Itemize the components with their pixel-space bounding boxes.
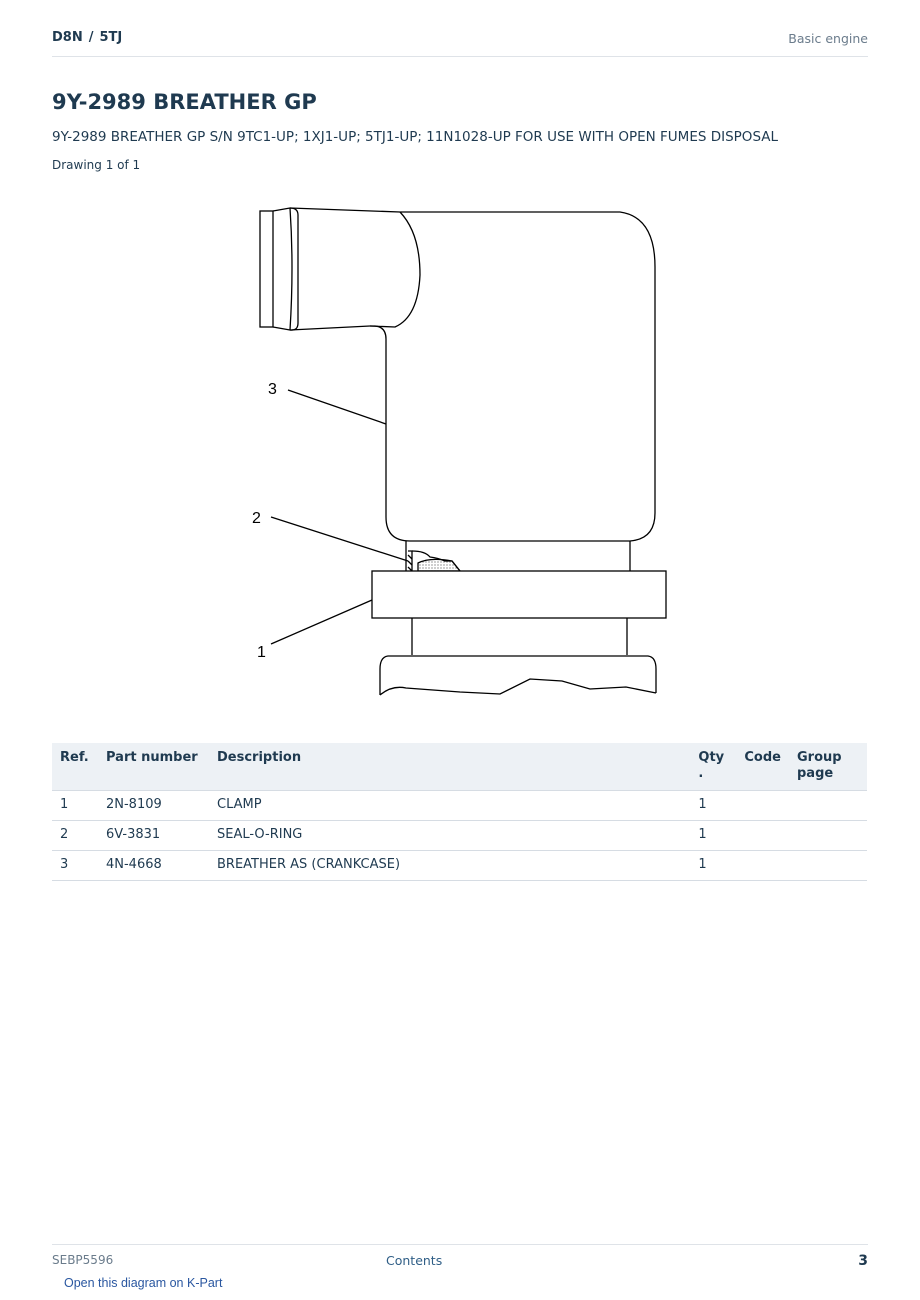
- parts-diagram: [230, 195, 690, 705]
- breather-body: [370, 212, 655, 541]
- callout-3: 3: [268, 381, 277, 398]
- leader-line-1: [271, 600, 372, 644]
- document-id: SEBP5596: [52, 1253, 114, 1267]
- breadcrumb-separator: /: [88, 30, 94, 45]
- open-on-kpart-link[interactable]: Open this diagram on K-Part: [64, 1276, 223, 1290]
- cell-part-number: 2N-8109: [98, 791, 209, 821]
- col-group-page: Group page: [789, 743, 867, 791]
- table-row: [52, 851, 867, 881]
- cell-ref: 2: [52, 821, 98, 851]
- page-footer: [52, 1244, 868, 1275]
- page-subtitle: 9Y-2989 BREATHER GP S/N 9TC1-UP; 1XJ1-UP; 5TJ1-UP; 11N1028-UP FOR USE WITH OPEN FUMES DISPOSAL: [52, 129, 779, 145]
- cell-qty: 1: [690, 851, 736, 881]
- table-row: [52, 821, 867, 851]
- cell-part-number: 4N-4668: [98, 851, 209, 881]
- leader-line-2: [271, 517, 408, 561]
- elbow-outlet: [260, 208, 400, 330]
- table-row: [52, 791, 867, 821]
- cell-group-page: [789, 851, 867, 881]
- breadcrumb-model: D8N: [52, 30, 83, 45]
- cell-code: [736, 791, 789, 821]
- page-header: [52, 28, 868, 57]
- cell-ref: 3: [52, 851, 98, 881]
- callout-1: 1: [257, 644, 266, 661]
- breather-neck: [406, 541, 630, 571]
- page-number: 3: [858, 1253, 868, 1269]
- callout-2: 2: [252, 510, 261, 527]
- parts-table: [52, 743, 867, 881]
- cell-description: CLAMP: [209, 791, 690, 821]
- col-code: Code: [736, 743, 789, 791]
- cell-description: SEAL-O-RING: [209, 821, 690, 851]
- cell-description: BREATHER AS (CRANKCASE): [209, 851, 690, 881]
- o-ring-seal: [418, 559, 460, 571]
- drawing-count: Drawing 1 of 1: [52, 158, 141, 172]
- breadcrumb: [52, 30, 122, 45]
- breadcrumb-serial-prefix: 5TJ: [99, 30, 123, 45]
- cell-code: [736, 851, 789, 881]
- cell-qty: 1: [690, 821, 736, 851]
- col-part-number: Part number: [98, 743, 209, 791]
- cell-group-page: [789, 821, 867, 851]
- section-name: Basic engine: [788, 31, 868, 46]
- col-description: Description: [209, 743, 690, 791]
- col-ref: Ref.: [52, 743, 98, 791]
- leader-line-3: [288, 390, 386, 424]
- cell-ref: 1: [52, 791, 98, 821]
- cell-code: [736, 821, 789, 851]
- cell-group-page: [789, 791, 867, 821]
- cell-qty: 1: [690, 791, 736, 821]
- contents-link[interactable]: Contents: [386, 1253, 443, 1268]
- cell-part-number: 6V-3831: [98, 821, 209, 851]
- clamp: [372, 571, 666, 618]
- table-header-row: [52, 743, 867, 791]
- page-title: 9Y-2989 BREATHER GP: [52, 90, 317, 114]
- col-qty: Qty .: [690, 743, 736, 791]
- lower-tube: [380, 618, 656, 695]
